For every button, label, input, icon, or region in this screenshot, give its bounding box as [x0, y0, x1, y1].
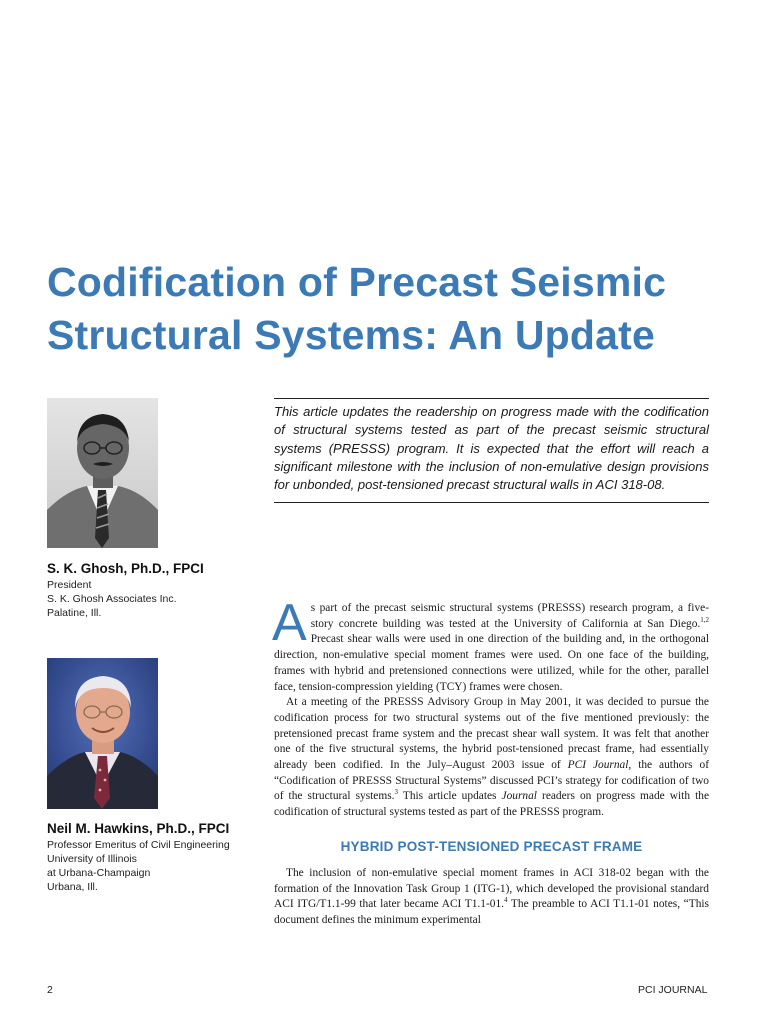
- paragraph-1: As part of the precast seismic structural systems (PRESSS) research program, a five-story concrete building was tested at the University of California at San Diego.$^{1,2}$ Precast shear walls were used in one direction of the building and, in the orthogonal direction, non-emulative special moment frames were used. On one face of the building, frames with hybrid and pretensioned connections were utilized, while for the other, parallel face, tension-compression yielding (TCY) frames were chosen.: [272, 594, 709, 693]
- title-line-2: Structural Systems: An Update: [47, 312, 656, 358]
- author-photo-ghosh: [47, 398, 158, 548]
- article-body: [272, 594, 710, 929]
- author-location: Palatine, Ill.: [47, 607, 102, 619]
- paragraph-2: At a meeting of the PRESSS Advisory Group in May 2001, it was decided to pursue the codification process for two structural systems out of the five mentioned previously: the pretensioned precast frame system and the precast shear wall system. It was felt that another one of the five structural systems, the hybrid post-tensioned precast frame, had essentially already been codified. In the July–August 2003 issue of PCI Journal, the authors of “Codification of PRESSS Structural Systems” discussed PCI’s strategy for codification of two of the structural systems.$^3$ This article updates Journal readers on progress made with the codification of structural systems tested as part of the PRESSS program.: [274, 696, 710, 819]
- author-block-hawkins: [47, 820, 267, 894]
- author-name: S. K. Ghosh, Ph.D., FPCI: [47, 561, 204, 576]
- author-affiliation-campus: at Urbana-Champaign: [47, 867, 151, 879]
- abstract-box: [274, 398, 709, 503]
- author-photo-hawkins: [47, 658, 158, 809]
- author-affiliation: University of Illinois: [47, 853, 137, 865]
- abstract-text: This article updates the readership on progress made with the codification of structural systems tested as part of the precast seismic structural systems (PRESSS) program. It is expected that the effort will reach a significant milestone with the inclusion of non-emulative design provisions for unbonded, post-tensioned precast structural walls in ACI 318-08.: [274, 404, 709, 493]
- article-title: [47, 256, 747, 362]
- author-name: Neil M. Hawkins, Ph.D., FPCI: [47, 821, 230, 836]
- author-block-ghosh: [47, 560, 267, 620]
- journal-name: PCI JOURNAL: [638, 984, 708, 996]
- paragraph-3: The inclusion of non-emulative special moment frames in ACI 318-02 began with the formation of the Innovation Task Group 1 (ITG-1), which developed the provisional standard ACI ITG/T1.1-99 that later became ACI T1.1-01.$^4$ The preamble to ACI T1.1-01 notes, “This document defines the minimum experimental: [274, 866, 709, 926]
- section-heading: HYBRID POST-TENSIONED PRECAST FRAME: [340, 838, 643, 854]
- author-title: President: [47, 579, 92, 591]
- page-number: 2: [47, 984, 53, 996]
- author-location: Urbana, Ill.: [47, 881, 98, 893]
- title-line-1: Codification of Precast Seismic: [47, 259, 667, 305]
- drop-cap: A: [272, 594, 307, 652]
- author-title: Professor Emeritus of Civil Engineering: [47, 839, 230, 851]
- author-affiliation: S. K. Ghosh Associates Inc.: [47, 593, 177, 605]
